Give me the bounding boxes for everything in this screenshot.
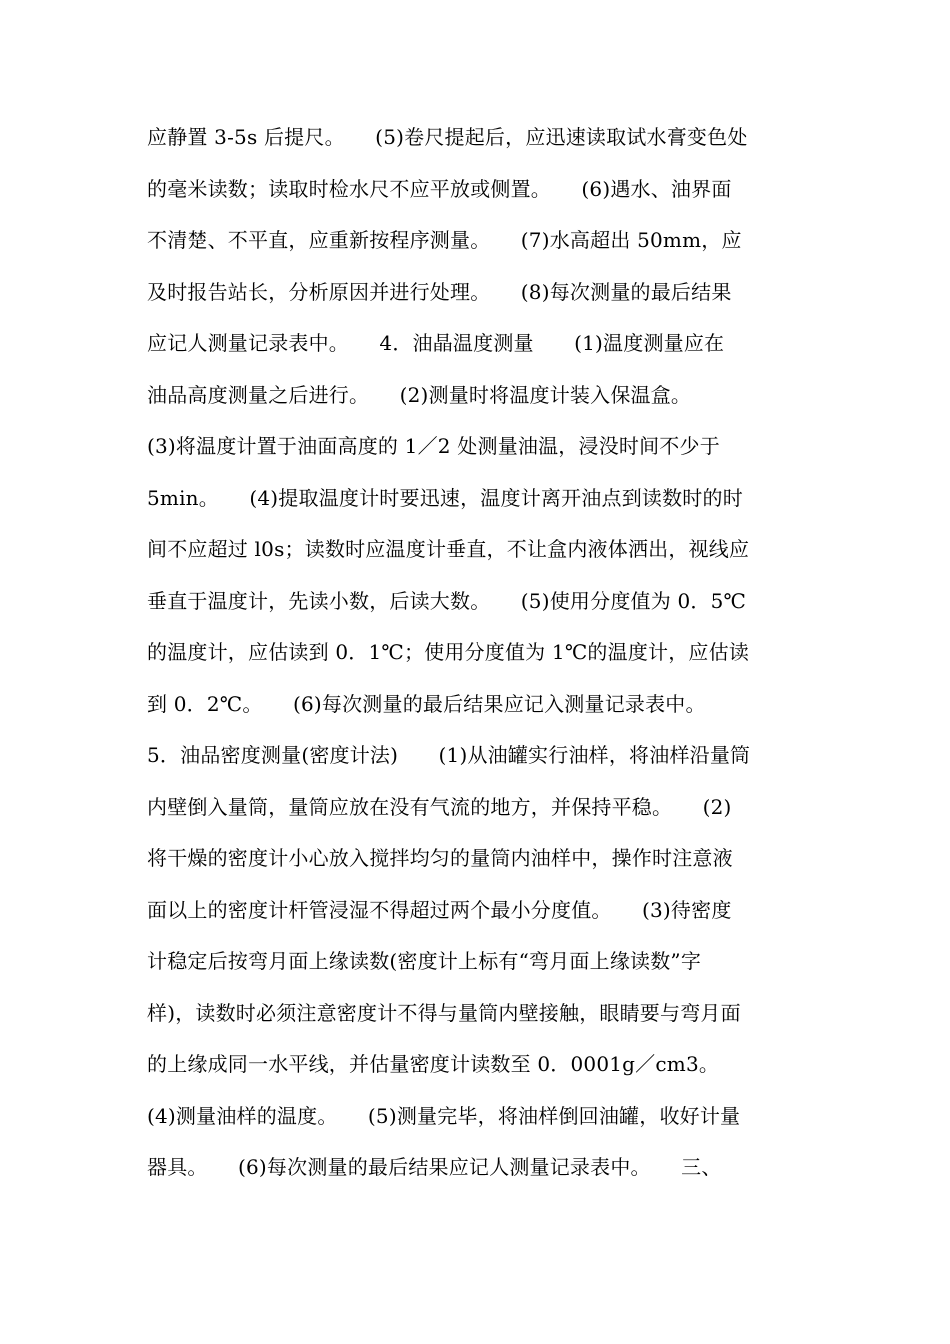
text-line: (3)将温度计置于油面高度的 1／2 处测量油温，浸没时间不少于: [147, 434, 720, 458]
text-line: 的毫米读数；读取时检水尺不应平放或侧置。 (6)遇水、油界面: [147, 176, 732, 201]
text-line: 5min。 (4)提取温度计时要迅速，温度计离开油点到读数时的时: [147, 485, 743, 510]
text-line: 5．油品密度测量(密度计法) (1)从油罐实行油样，将油样沿量筒: [147, 743, 751, 767]
text-line: 将干燥的密度计小心放入搅拌均匀的量筒内油样中，操作时注意液: [147, 846, 733, 870]
text-line: 应记人测量记录表中。 4．油晶温度测量 (1)温度测量应在: [147, 331, 725, 355]
body-text: [147, 112, 812, 1194]
text-line: 面以上的密度计杆管浸湿不得超过两个最小分度值。 (3)待密度: [147, 897, 732, 922]
text-line: 间不应超过 l0s；读数时应温度计垂直，不让盒内液体洒出，视线应: [147, 537, 750, 561]
text-line: 器具。 (6)每次测量的最后结果应记人测量记录表中。 三、: [147, 1155, 722, 1179]
text-line: 油品高度测量之后进行。 (2)测量时将温度计装入保温盒。: [147, 382, 692, 407]
text-line: 计稳定后按弯月面上缘读数(密度计上标有“弯月面上缘读数”字: [147, 949, 702, 973]
text-line: 不清楚、不平直，应重新按程序测量。 (7)水高超出 50mm，应: [147, 228, 742, 252]
text-line: 垂直于温度计，先读小数，后读大数。 (5)使用分度值为 0．5℃: [147, 588, 747, 613]
text-line: 及时报告站长，分析原因并进行处理。 (8)每次测量的最后结果: [147, 279, 732, 304]
text-line: 内壁倒入量筒，量筒应放在没有气流的地方，并保持平稳。 (2): [147, 794, 732, 819]
text-line: 到 0．2℃。 (6)每次测量的最后结果应记入测量记录表中。: [147, 691, 706, 716]
text-line: 样)，读数时必须注意密度计不得与量筒内壁接触，眼睛要与弯月面: [147, 1000, 741, 1025]
text-line: 应静置 3-5s 后提尺。 (5)卷尺提起后，应迅速读取试水膏变色处: [147, 125, 748, 149]
text-line: 的上缘成同一水平线，并估量密度计读数至 0．0001g／cm3。: [147, 1052, 720, 1076]
text-line: (4)测量油样的温度。 (5)测量完毕，将油样倒回油罐，收好计量: [147, 1103, 741, 1128]
text-line: 的温度计，应估读到 0．1℃；使用分度值为 1℃的温度计，应估读: [147, 640, 750, 664]
